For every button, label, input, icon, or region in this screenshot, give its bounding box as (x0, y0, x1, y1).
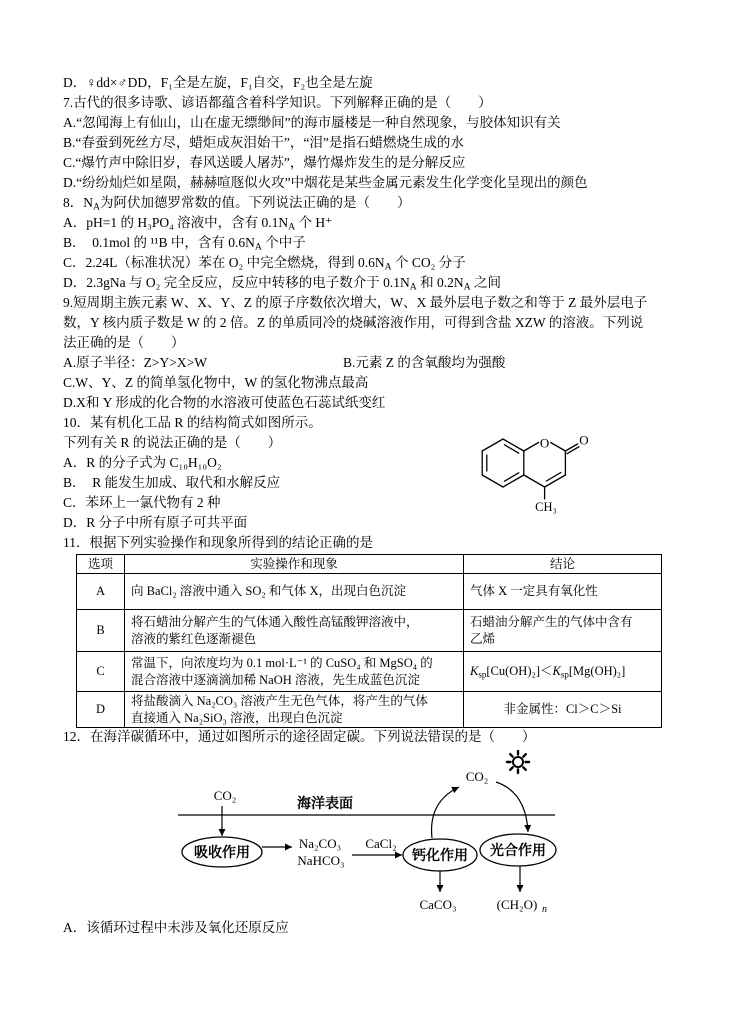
ksp-subscript: sp (478, 669, 487, 680)
table-row (77, 652, 662, 692)
table-header: 选项 (77, 555, 125, 574)
q12-option-a: A．该循环过程中未涉及氧化还原反应 (63, 920, 289, 935)
conclusion-cell (464, 652, 662, 692)
q8-option-b-part: 个中子 (261, 235, 306, 250)
conclusion-cell (464, 574, 662, 610)
q8-option-d-part: D．2.3gNa 与 O₂ 完全反应，反应中转移的电子数介于 0.1N (63, 275, 410, 290)
q9-option-d: D.X和 Y 形成的化合物的水溶液可使蓝色石蕊试纸变红 (63, 395, 386, 410)
operation-line: 常温下，向浓度均为 0.1 mol·L⁻¹ 的 CuSO₄ 和 MgSO₄ 的 (131, 655, 433, 670)
operation-line: 混合溶液中逐滴滴加稀 NaOH 溶液，先生成蓝色沉淀 (131, 672, 420, 687)
q9-option-c: C.W、Y、Z 的简单氢化物中，W 的氢化物沸点最高 (63, 375, 369, 390)
q8-option-b-part: B． 0.1mol 的 ¹¹B 中，含有 0.6N (63, 235, 255, 250)
q7-option-a: A.“忽闻海上有仙山，山在虚无缥缈间”的海市蜃楼是一种自然现象，与胶体知识有关 (63, 115, 561, 130)
q6-option-d: D．♀dd×♂DD，F₁全是左旋，F₁自交，F₂也全是左旋 (63, 75, 373, 90)
conclusion-line: 非金属性：Cl＞C＞Si (503, 702, 622, 716)
experiment-table (76, 554, 662, 728)
option-cell: A (77, 574, 125, 610)
operation-line: 将石蜡油分解产生的气体通入酸性高锰酸钾溶液中， (131, 614, 419, 629)
q8-option-c (63, 253, 647, 273)
operation-cell (125, 652, 464, 692)
q8-stem-part: 8．N (63, 195, 93, 210)
q8-option-c-part: C．2.24L（标准状况）苯在 O₂ 中完全燃烧，得到 0.6N (63, 255, 385, 270)
q10-stem: 10．某有机化工品 R 的结构简式如图所示。 (63, 415, 322, 430)
q9-option-b: B.元素 Z 的含氧酸均为强酸 (343, 355, 506, 370)
ksp-comparison (470, 663, 655, 680)
operation-cell (125, 574, 464, 610)
conclusion-cell (464, 610, 662, 652)
q9-stem-line: 法正确的是（ ） (63, 335, 185, 350)
calcium-carbonate-label: CaCO₃ (419, 897, 457, 912)
ksp-part: [Cu(OH)₂]＜ (486, 664, 553, 678)
avogadro-subscript: A (254, 241, 262, 253)
ring-oxygen-label: O (539, 435, 550, 451)
q10-option-b: B． R 能发生加成、取代和水解反应 (63, 475, 281, 490)
q9-stem-line: 数，Y 核内质子数是 W 的 2 倍。Z 的单质同冷的烧碱溶液作用，可得到含盐 XZW 的溶液。下列说 (63, 315, 644, 330)
q8-option-a-part: A．pH=1 的 H₃PO₄ 溶液中，含有 0.1N (63, 215, 289, 230)
carbohydrate-subscript: n (542, 904, 547, 915)
ksp-k: K (470, 664, 479, 678)
q12-stem: 12．在海洋碳循环中，通过如图所示的途径固定碳。下列说法错误的是（ ） (63, 729, 536, 744)
operation-cell (125, 692, 464, 728)
co2-input-label: CO₂ (213, 788, 237, 803)
operation-line: 将盐酸滴入 Na₂CO₃ 溶液产生无色气体，将产生的气体 (131, 693, 428, 708)
avogadro-subscript: A (93, 201, 101, 213)
q8-stem-part: 为阿伏加德罗常数的值。下列说法正确的是（ ） (100, 195, 411, 210)
option-cell: C (77, 652, 125, 692)
sun-icon (507, 751, 529, 773)
table-row (77, 692, 662, 728)
table-row (77, 610, 662, 652)
q7-stem: 7.古代的很多诗歌、谚语都蕴含着科学知识。下列解释正确的是（ ） (63, 95, 492, 110)
q8-option-b (63, 233, 647, 253)
ocean-surface-label: 海洋表面 (297, 797, 353, 812)
operation-line: 溶液的紫红色逐渐褪色 (131, 631, 257, 646)
q8-option-a (63, 213, 647, 233)
absorption-label: 吸收作用 (194, 846, 250, 861)
carbohydrate-label: (CH₂O) (496, 897, 538, 912)
option-cell: D (77, 692, 125, 728)
sodium-bicarbonate-label: NaHCO₃ (297, 853, 345, 868)
conclusion-line: 乙烯 (470, 631, 496, 646)
q11-stem: 11．根据下列实验操作和现象所得到的结论正确的是 (63, 535, 373, 550)
ksp-part: [Mg(OH)₂] (568, 664, 626, 678)
option-cell: B (77, 610, 125, 652)
conclusion-line: 石蜡油分解产生的气体中含有 (470, 614, 633, 629)
conclusion-line: 气体 X 一定具有氧化性 (470, 584, 598, 598)
q8-option-d (63, 273, 647, 293)
q9-options-ab (63, 353, 647, 373)
methyl-label: CH₃ (535, 500, 557, 514)
calcification-to-co2-arrow (432, 787, 459, 838)
carbonyl-oxygen-label: O (579, 432, 589, 448)
carbon-cycle-diagram (170, 750, 570, 915)
calcium-chloride-label: CaCl₂ (365, 836, 397, 851)
co2-released-label: CO₂ (465, 769, 489, 784)
sodium-carbonate-label: Na₂CO₃ (298, 836, 342, 851)
operation-cell (125, 610, 464, 652)
q10-stem-2: 下列有关 R 的说法正确的是（ ） (63, 435, 282, 450)
q7-option-b: B.“春蚕到死丝方尽，蜡炬成灰泪始干”，“泪”是指石蜡燃烧生成的水 (63, 135, 464, 150)
co2-to-photosynthesis-arrow (496, 782, 528, 832)
q7-option-d: D.“纷纷灿烂如星陨，赫赫喧豗似火攻”中烟花是某些金属元素发生化学变化呈现出的颜色 (63, 175, 588, 190)
table-row (77, 574, 662, 610)
photosynthesis-label: 光合作用 (490, 844, 546, 859)
q9-option-a: A.原子半径：Z>Y>X>W (63, 355, 207, 370)
q10-option-a: A．R 的分子式为 C₁₀H₁₀O₂ (63, 455, 222, 470)
conclusion-cell (464, 692, 662, 728)
q8-option-c-part: 个 CO₂ 分子 (391, 255, 466, 270)
table-header: 结论 (464, 555, 662, 574)
calcification-label: 钙化作用 (412, 849, 468, 864)
compound-r-structure (470, 425, 595, 520)
q8-option-a-part: 个 H⁺ (295, 215, 333, 230)
avogadro-subscript: A (463, 281, 471, 293)
operation-line: 直接通入 Na₂SiO₃ 溶液，出现白色沉淀 (131, 710, 343, 725)
ksp-k: K (552, 664, 561, 678)
avogadro-subscript: A (384, 261, 392, 273)
q8-stem (63, 193, 647, 213)
table-header: 实验操作和现象 (125, 555, 464, 574)
table-header-row (77, 555, 662, 574)
ksp-subscript: sp (560, 669, 569, 680)
avogadro-subscript: A (288, 221, 296, 233)
q10-option-c: C．苯环上一氯代物有 2 种 (63, 495, 221, 510)
q8-option-d-part: 之间 (470, 275, 502, 290)
q9-stem-line: 9.短周期主族元素 W、X、Y、Z 的原子序数依次增大，W、X 最外层电子数之和等于 Z 最外层电子 (63, 295, 648, 310)
q7-option-c: C.“爆竹声中除旧岁，春风送暖人屠苏”，爆竹爆炸发生的是分解反应 (63, 155, 466, 170)
structure-bonds (482, 439, 579, 499)
avogadro-subscript: A (409, 281, 417, 293)
q10-option-d: D．R 分子中所有原子可共平面 (63, 515, 248, 530)
operation-line: 向 BaCl₂ 溶液中通入 SO₂ 和气体 X，出现白色沉淀 (131, 584, 407, 598)
q8-option-d-part: 和 0.2N (416, 275, 464, 290)
